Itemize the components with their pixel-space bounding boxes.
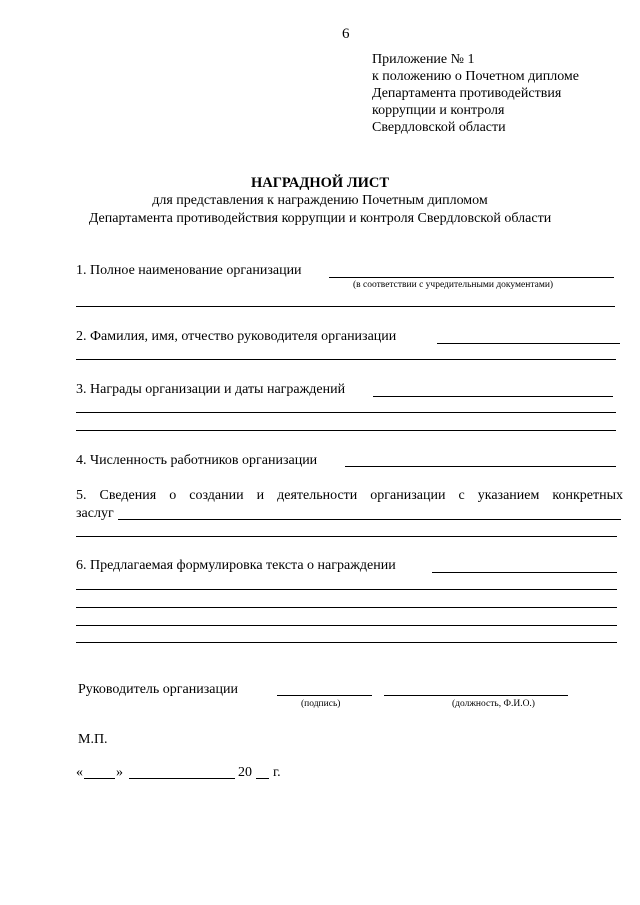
field-6-continuation-line[interactable] (76, 642, 617, 643)
field-3-input-line[interactable] (373, 396, 613, 397)
date-day-input-line[interactable] (84, 778, 115, 779)
signature-note: (подпись) (301, 699, 341, 709)
date-year-suffix: г. (273, 765, 281, 780)
field-6-continuation-line[interactable] (76, 607, 617, 608)
field-5-label: 5. Сведения о создании и деятельности организации с указанием конкретных (76, 488, 623, 503)
field-6-label: 6. Предлагаемая формулировка текста о награждении (76, 558, 396, 573)
field-2-input-line[interactable] (437, 343, 620, 344)
page-number: 6 (342, 26, 350, 42)
field-1-note: (в соответствии с учредительными документами) (353, 280, 554, 290)
field-5-label-continuation: заслуг (76, 506, 114, 521)
field-4-input-line[interactable] (345, 466, 616, 467)
field-4-label: 4. Численность работников организации (76, 453, 318, 468)
document-subtitle-2: Департамента противодействия коррупции и контроля Свердловской области (88, 211, 552, 226)
field-6-continuation-line[interactable] (76, 589, 617, 590)
document-title: НАГРАДНОЙ ЛИСТ (250, 175, 390, 191)
position-name-note: (должность, Ф.И.О.) (452, 699, 535, 709)
signature-input-line[interactable] (277, 695, 372, 696)
position-name-input-line[interactable] (384, 695, 568, 696)
appendix-line: Свердловской области (372, 120, 506, 135)
field-3-continuation-line[interactable] (76, 412, 616, 413)
date-year-input-line[interactable] (256, 778, 269, 779)
date-quote-close: » (116, 765, 123, 780)
appendix-line: коррупции и контроля (372, 103, 505, 118)
field-6-continuation-line[interactable] (76, 625, 617, 626)
field-3-continuation-line[interactable] (76, 430, 616, 431)
field-5-continuation-line[interactable] (76, 536, 617, 537)
date-quote-open: « (76, 765, 83, 780)
stamp-placeholder: М.П. (78, 732, 108, 747)
field-2-continuation-line[interactable] (76, 359, 616, 360)
appendix-block (372, 51, 579, 136)
appendix-line: к положению о Почетном дипломе (372, 69, 579, 84)
document-subtitle-1: для представления к награждению Почетным дипломом (152, 193, 488, 208)
field-1-input-line[interactable] (329, 277, 614, 278)
date-month-input-line[interactable] (129, 778, 235, 779)
signature-label: Руководитель организации (78, 682, 238, 697)
field-5-input-line[interactable] (118, 519, 621, 520)
field-3-label: 3. Награды организации и даты награждений (76, 382, 346, 397)
appendix-line: Департамента противодействия (372, 86, 562, 101)
field-6-input-line[interactable] (432, 572, 617, 573)
field-1-label: 1. Полное наименование организации (76, 263, 302, 278)
appendix-line: Приложение № 1 (372, 52, 475, 67)
field-2-label: 2. Фамилия, имя, отчество руководителя организации (76, 329, 397, 344)
field-1-continuation-line[interactable] (76, 306, 615, 307)
date-year-prefix: 20 (238, 765, 252, 780)
